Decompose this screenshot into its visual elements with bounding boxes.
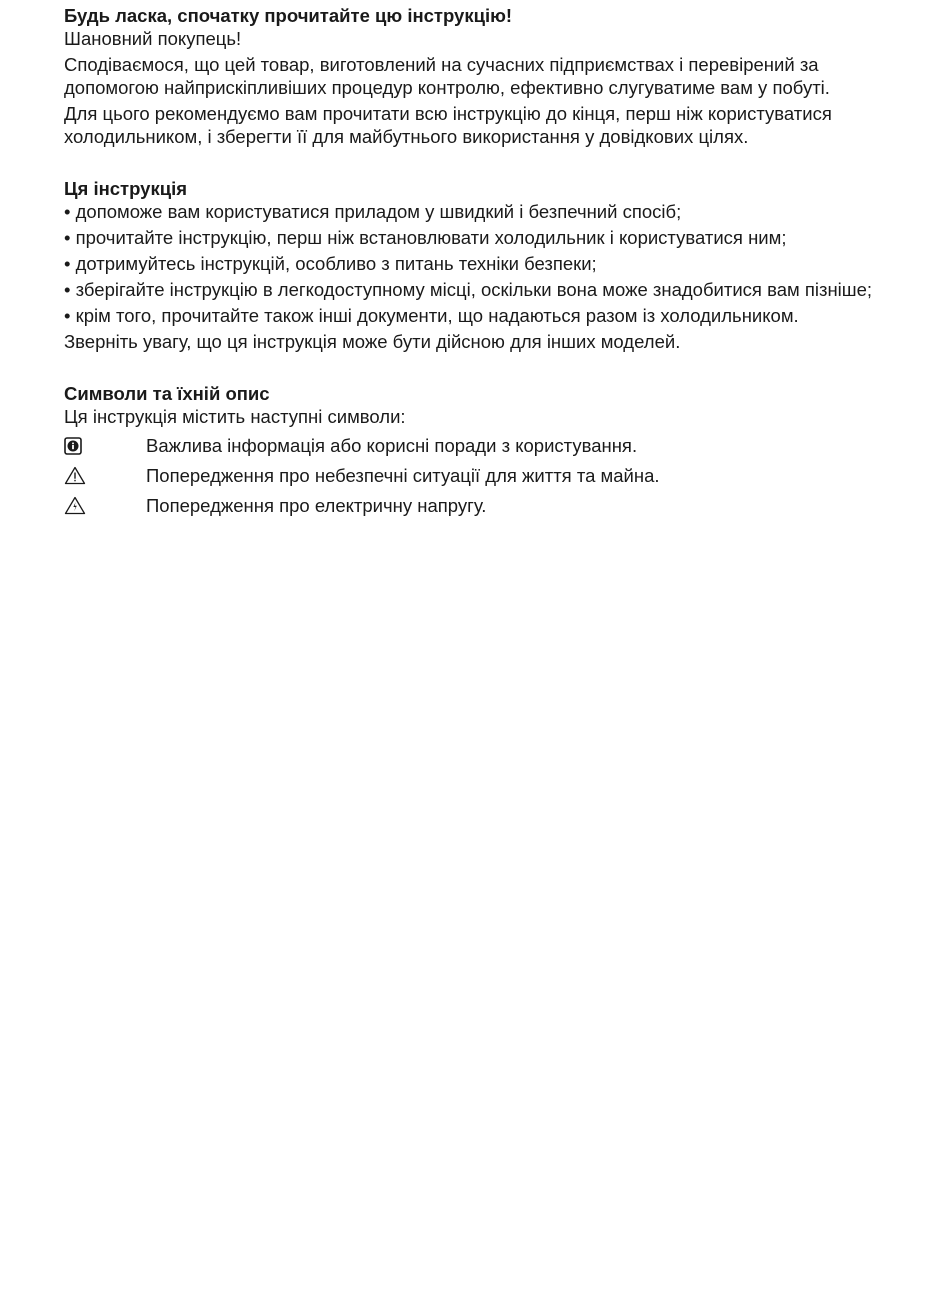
info-icon bbox=[64, 434, 146, 457]
spacer bbox=[64, 356, 884, 382]
list-item: • прочитайте інструкцію, перш ніж встановлювати холодильник і користуватися ним; bbox=[64, 227, 787, 248]
manual-page bbox=[64, 4, 884, 524]
section-title-symbols: Символи та їхній опис bbox=[64, 383, 270, 404]
models-note: Зверніть увагу, що ця інструкція може бути дійсною для інших моделей. bbox=[64, 331, 681, 352]
list-item: • крім того, прочитайте також інші документи, що надаються разом із холодильником. bbox=[64, 305, 799, 326]
spacer bbox=[64, 151, 884, 177]
list-item: • допоможе вам користуватися приладом у швидкий і безпечний спосіб; bbox=[64, 201, 682, 222]
symbol-row-warning bbox=[64, 464, 884, 494]
symbol-description: Попередження про небезпечні ситуації для життя та майна. bbox=[146, 465, 660, 486]
symbols-intro: Ця інструкція містить наступні символи: bbox=[64, 406, 406, 427]
list-item: • дотримуйтесь інструкцій, особливо з питань техніки безпеки; bbox=[64, 253, 597, 274]
intro-paragraph-2: Для цього рекомендуємо вам прочитати всю інструкцію до кінця, перш ніж користуватися холодильником, і зберегти її для майбутнього використання у довідкових цілях. bbox=[64, 103, 832, 147]
symbol-description: Попередження про електричну напругу. bbox=[146, 495, 487, 516]
symbol-row-electric bbox=[64, 494, 884, 524]
section-title-instruction: Ця інструкція bbox=[64, 178, 188, 199]
warning-triangle-icon bbox=[64, 464, 146, 487]
intro-paragraph-1: Сподіваємося, що цей товар, виготовлений на сучасних підприємствах і перевірений за допомогою найприскіпливіших процедур контролю, ефективно слугуватиме вам у побуті. bbox=[64, 54, 830, 98]
symbol-row-info bbox=[64, 434, 884, 464]
symbol-description: Важлива інформація або корисні поради з користування. bbox=[146, 435, 638, 456]
list-item: • зберігайте інструкцію в легкодоступному місці, оскільки вона може знадобитися вам пізніше; bbox=[64, 279, 873, 300]
greeting: Шановний покупець! bbox=[64, 28, 242, 49]
page-heading: Будь ласка, спочатку прочитайте цю інструкцію! bbox=[64, 5, 513, 26]
electric-warning-icon bbox=[64, 494, 146, 517]
